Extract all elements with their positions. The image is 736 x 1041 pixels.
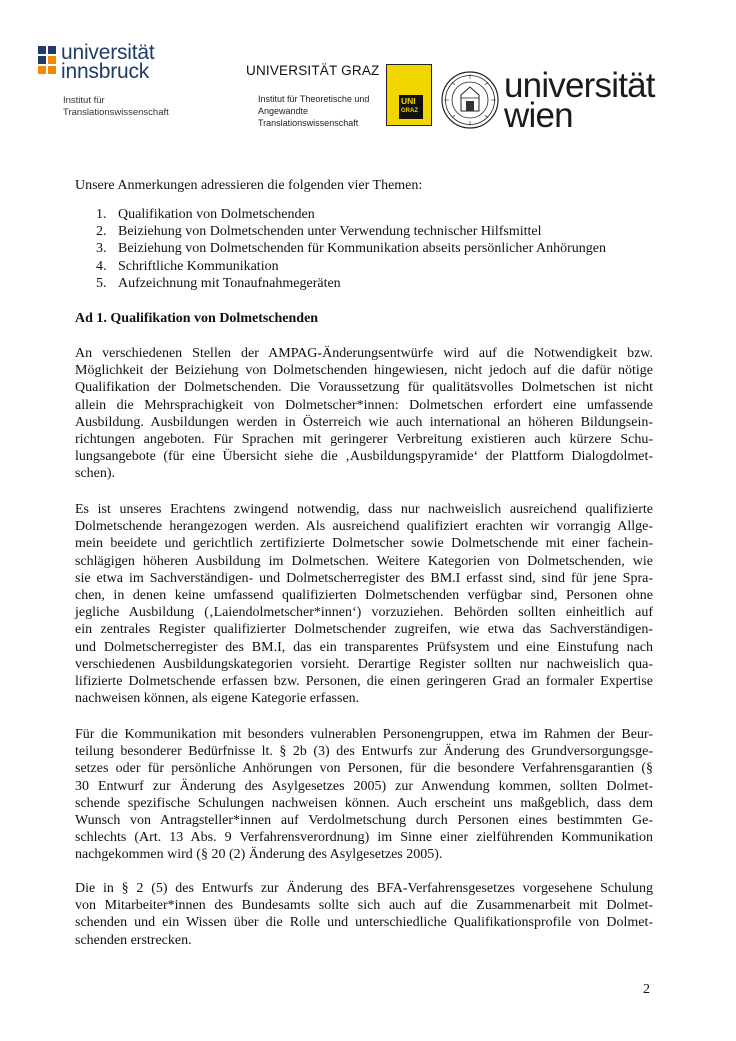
badge-line1: UNI xyxy=(401,96,416,106)
innsbruck-institute: Institut für Translationswissenschaft xyxy=(63,95,169,118)
paragraph-line: lungsangebote (für eine Übersicht siehe die ‚Ausbildungspyramide‘ der Plattform Dialogdolmet- xyxy=(75,449,653,465)
list-item: 1. Qualifikation von Dolmetschenden xyxy=(96,207,315,222)
university-vienna-seal-icon xyxy=(441,71,499,129)
paragraph-line: jegliche Ausbildung (‚Laiendolmetscher*innen‘) vorzuziehen. Behörden sollten einheitlich auf xyxy=(75,605,653,621)
paragraph-line: von Mitarbeiter*innen des Bundesamts sollte sich auch auf die Zusammenarbeit mit Dolmet- xyxy=(75,898,653,914)
paragraph-line: Es ist unseres Erachtens zwingend notwendig, dass nur nachweislich ausreichend qualifizierte xyxy=(75,502,653,517)
paragraph-line: mein beeidete und gerichtlich zertifizierte Dolmetscher sowie Dolmetschende mit einer fachein- xyxy=(75,536,653,552)
paragraph-line: 30 Entwurf zur Änderung des Asylgesetzes 2005) zur Anwendung kommen, sollten Dolmet- xyxy=(75,778,653,794)
paragraph-line: schenden erstrecken. xyxy=(75,932,192,948)
university-innsbruck-logo xyxy=(38,41,198,126)
paragraph-line: nachweisen können, als eigene Kategorie erfassen. xyxy=(75,691,360,707)
paragraph-4 xyxy=(75,880,653,949)
topic-list xyxy=(96,206,606,292)
paragraph-line: Dolmetschende herangezogen werden. Als ausreichend qualifiziert erachten wir vorrangig Allge- xyxy=(75,519,653,535)
paragraph-line: schen). xyxy=(75,466,116,482)
paragraph-line: und Dolmetscherregister des BM.I, das ein transparentes Prüfsystem und eine Einstufung nach xyxy=(75,639,653,655)
paragraph-line: Die in § 2 (5) des Entwurfs zur Änderung des BFA-Verfahrensgesetzes vorgesehene Schulung xyxy=(75,881,653,896)
paragraph-line: schenden und ein Wissen über die Rolle und unterschiedliche Qualifikationsprofile von Dolmet- xyxy=(75,915,653,931)
paragraph-line: Möglichkeit der Beiziehung von Dolmetschenden hingewiesen, nicht jedoch auf die dafür nötige xyxy=(75,363,653,379)
paragraph-line: An verschiedenen Stellen der AMPAG-Änderungsentwürfe wird auf die Notwendigkeit bzw. xyxy=(75,346,653,361)
paragraph-line: allein die Mehrsprachigkeit von Dolmetscher*innen: Dolmetschen erfordert eine umfassende xyxy=(75,397,653,413)
paragraph-line: Ausbildung. Ausbildungen werden in Österreich wie auch international an höheren Bildungsein- xyxy=(75,414,653,430)
list-item: 3. Beiziehung von Dolmetschenden für Kommunikation abseits persönlicher Anhörungen xyxy=(96,241,606,257)
paragraph-line: schlägigen höheren Ausbildung im Dolmetschen. Weitere Kategorien von Dolmetschenden, wie xyxy=(75,553,653,569)
paragraph-2 xyxy=(75,501,653,707)
paragraph-line: schlechts (Art. 13 Abs. 9 Verfahrensverordnung) im Sinne einer zielführenden Kommunikation xyxy=(75,830,653,846)
university-graz-logo xyxy=(246,63,382,128)
innsbruck-logo-mark xyxy=(38,46,56,80)
paragraph-line: teilung besonderer Bedürfnisse lt. § 2b (3) des Entwurfs zur Änderung des Grundversorgungsge- xyxy=(75,744,653,760)
page-number: 2 xyxy=(643,982,650,997)
paragraph-line: Für die Kommunikation mit besonders vulnerablen Personengruppen, etwa im Rahmen der Beur- xyxy=(75,727,653,742)
paragraph-line: sie etwa im Sachverständigen- und Dolmetscherregister des BM.I erfasst sind, sind für jene Spra- xyxy=(75,570,653,586)
uni-graz-badge xyxy=(386,64,432,126)
list-item: 4. Schriftliche Kommunikation xyxy=(96,258,279,274)
paragraph-line: nachgekommen wird (§ 20 (2) Änderung des Asylgesetzes 2005). xyxy=(75,847,443,863)
paragraph-line: chen, in denen keine umfassend qualifizierten Dolmetschenden verfügbar sind, Personen ohne xyxy=(75,588,653,604)
intro-text: Unsere Anmerkungen adressieren die folgenden vier Themen: xyxy=(75,178,423,193)
paragraph-line: ein zentrales Register qualifizierter Dolmetschender zugreifen, wie etwa das Sachverständigen- xyxy=(75,622,653,638)
innsbruck-name: universität innsbruck xyxy=(61,41,155,83)
paragraph-line: lifizierte Dolmetschende erfassen bzw. Personen, die einen geringeren Grad an formaler Expertise xyxy=(75,674,653,690)
list-item: 5. Aufzeichnung mit Tonaufnahmegeräten xyxy=(96,275,341,291)
paragraph-line: Wunsch von Antragsteller*innen auf Verdolmetschung durch Personen eines bestimmten Ge- xyxy=(75,813,653,829)
graz-institute: Institut für Theoretische und Angewandte Translationswissenschaft xyxy=(258,94,370,128)
section-heading: Ad 1. Qualifikation von Dolmetschenden xyxy=(75,311,319,326)
paragraph-3 xyxy=(75,726,653,864)
vienna-name: universität wien xyxy=(504,66,655,135)
paragraph-line: setzes oder für persönliche Anhörungen von Personen, für die besondere Verfahrensgarantien (§ xyxy=(75,761,653,777)
graz-title: UNIVERSITÄT GRAZ xyxy=(246,63,380,78)
list-item: 2. Beiziehung von Dolmetschenden unter Verwendung technischer Hilfsmittel xyxy=(96,224,542,240)
paragraph-line: verschiedenen Ausbildungskategorien vorsieht. Derartige Register sollten nur nachweislich qua- xyxy=(75,656,653,672)
paragraph-1 xyxy=(75,345,653,483)
paragraph-line: richtungen angeboten. Für Sprachen mit geringerer Verbreitung existieren auch kürzere Schu- xyxy=(75,432,653,448)
paragraph-line: schende spezifische Schulungen nachweisen können. Auch erscheint uns maßgeblich, dass dem xyxy=(75,795,653,811)
badge-line2: GRAZ xyxy=(401,108,418,114)
paragraph-line: Qualifikation der Dolmetschenden. Die Voraussetzung für qualitätsvolles Dolmetschen ist nicht xyxy=(75,380,653,396)
